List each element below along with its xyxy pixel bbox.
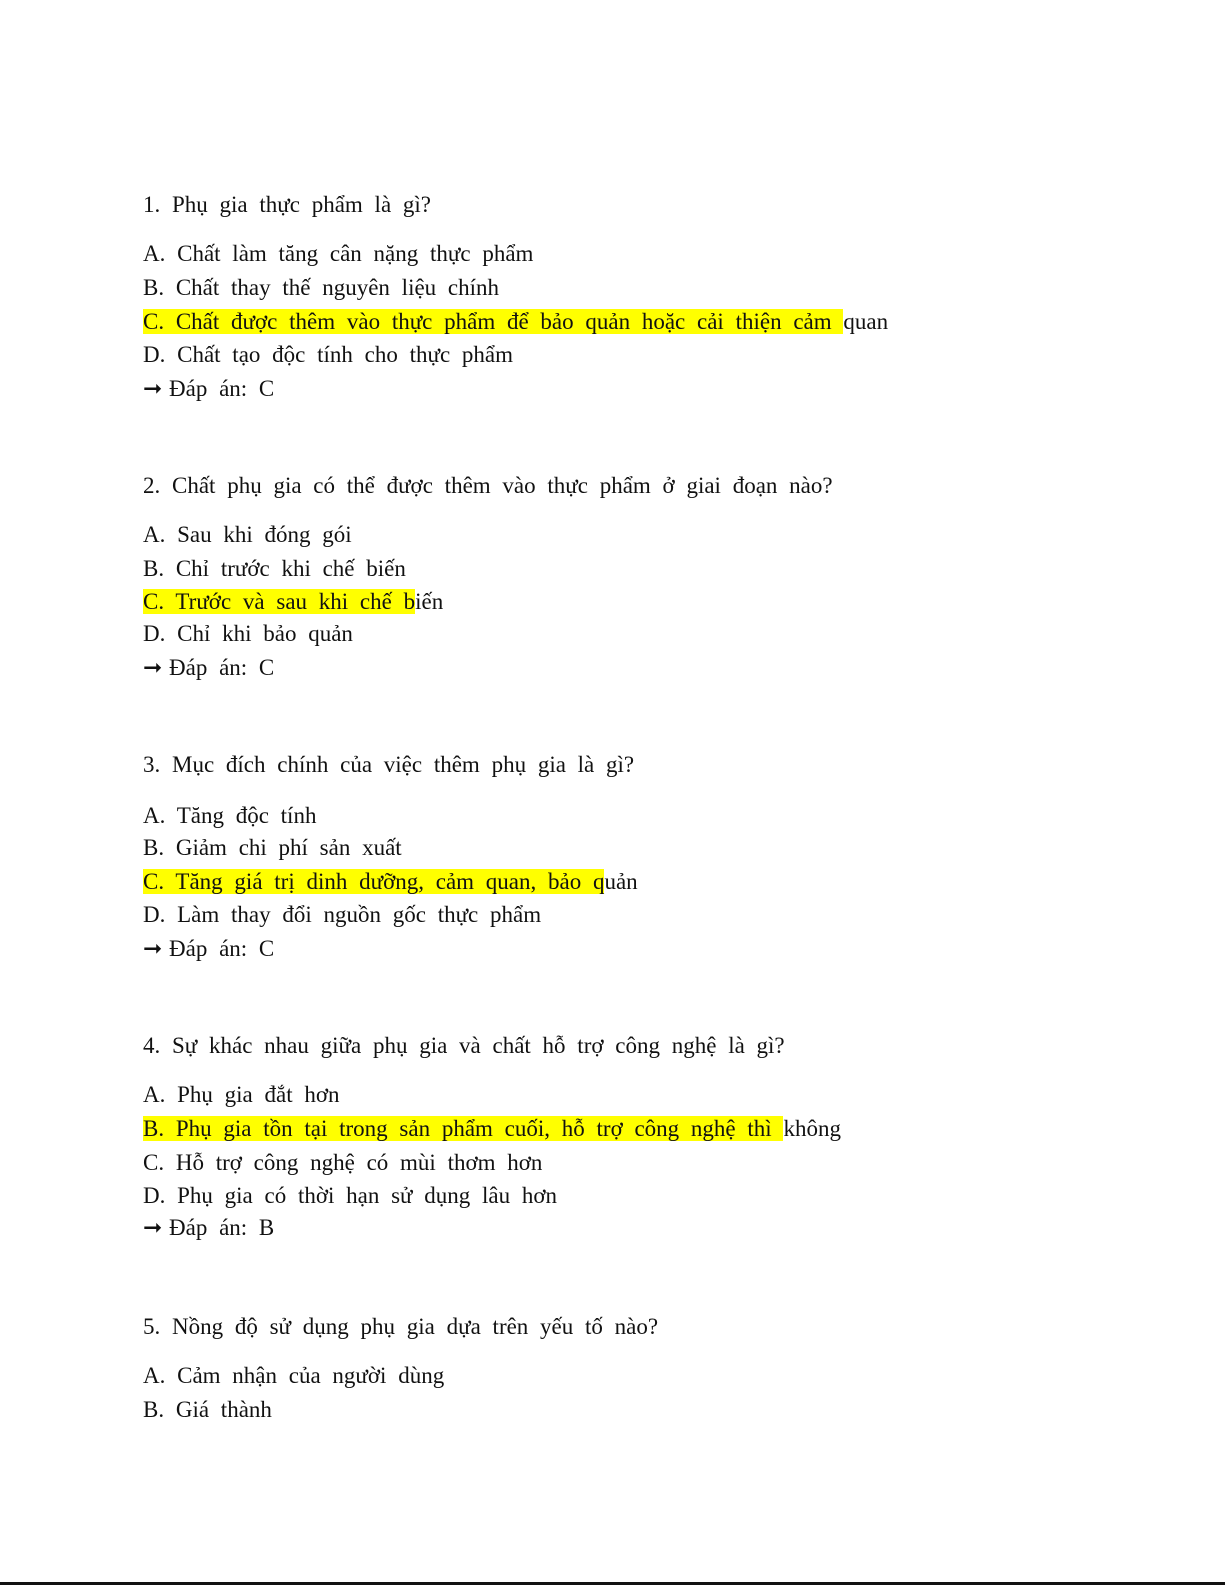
- question-1: 1. Phụ gia thực phẩm là gì?: [143, 192, 432, 217]
- arrow-icon: ➞: [143, 1215, 163, 1240]
- q5-option-b: B. Giá thành: [143, 1397, 272, 1422]
- q2-option-c: [143, 589, 443, 615]
- q2-option-b: B. Chỉ trước khi chế biến: [143, 556, 406, 581]
- q1-answer: [143, 376, 274, 402]
- question-2: 2. Chất phụ gia có thể được thêm vào thực phẩm ở giai đoạn nào?: [143, 473, 833, 498]
- q4-option-d: D. Phụ gia có thời hạn sử dụng lâu hơn: [143, 1183, 558, 1208]
- arrow-icon: ➞: [143, 376, 163, 401]
- q3-option-b: B. Giảm chi phí sản xuất: [143, 835, 402, 860]
- answer-text: Đáp án: B: [169, 1215, 275, 1240]
- q3-option-a: A. Tăng độc tính: [143, 803, 317, 828]
- answer-text: Đáp án: C: [169, 655, 275, 680]
- q5-option-a: A. Cảm nhận của người dùng: [143, 1363, 445, 1388]
- highlighted-answer: B. Phụ gia tồn tại trong sản phẩm cuối, hỗ trợ công nghệ thì: [143, 1116, 784, 1141]
- answer-tail: không: [783, 1116, 841, 1141]
- q3-option-c: [143, 869, 638, 895]
- q1-option-b: B. Chất thay thế nguyên liệu chính: [143, 275, 500, 300]
- q2-answer: [143, 655, 274, 681]
- arrow-icon: ➞: [143, 936, 163, 961]
- highlighted-answer: C. Tăng giá trị dinh dưỡng, cảm quan, bảo q: [143, 869, 605, 894]
- q2-option-d: D. Chỉ khi bảo quản: [143, 621, 353, 646]
- answer-tail: iến: [415, 589, 444, 614]
- answer-tail: uản: [604, 869, 638, 894]
- q3-answer: [143, 936, 274, 962]
- q1-option-a: A. Chất làm tăng cân nặng thực phẩm: [143, 241, 534, 266]
- question-4: 4. Sự khác nhau giữa phụ gia và chất hỗ trợ công nghệ là gì?: [143, 1033, 785, 1058]
- highlighted-answer: C. Chất được thêm vào thực phẩm để bảo quản hoặc cải thiện cảm: [143, 309, 844, 334]
- answer-text: Đáp án: C: [169, 376, 275, 401]
- q4-option-a: A. Phụ gia đắt hơn: [143, 1082, 340, 1107]
- q2-option-a: A. Sau khi đóng gói: [143, 522, 352, 547]
- arrow-icon: ➞: [143, 655, 163, 680]
- q4-option-c: C. Hỗ trợ công nghệ có mùi thơm hơn: [143, 1150, 543, 1175]
- q1-option-c: [143, 309, 888, 335]
- q3-option-d: D. Làm thay đổi nguồn gốc thực phẩm: [143, 902, 542, 927]
- answer-tail: quan: [843, 309, 889, 334]
- q4-answer: [143, 1215, 274, 1241]
- answer-text: Đáp án: C: [169, 936, 275, 961]
- question-3: 3. Mục đích chính của việc thêm phụ gia là gì?: [143, 752, 635, 777]
- q4-option-b: [143, 1116, 841, 1142]
- q1-option-d: D. Chất tạo độc tính cho thực phẩm: [143, 342, 514, 367]
- highlighted-answer: C. Trước và sau khi chế b: [143, 589, 416, 614]
- question-5: 5. Nồng độ sử dụng phụ gia dựa trên yếu tố nào?: [143, 1314, 659, 1339]
